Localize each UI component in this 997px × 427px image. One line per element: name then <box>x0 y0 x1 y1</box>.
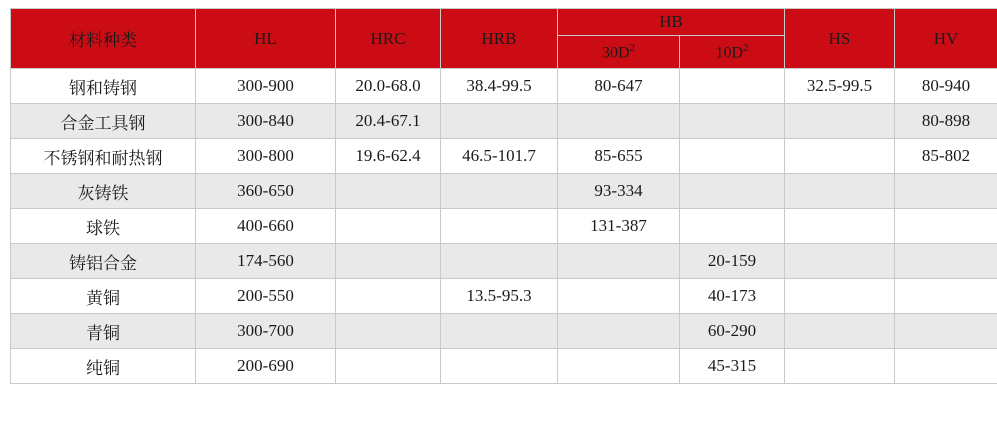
cell-hv: 80-940 <box>895 69 997 104</box>
cell-hrb <box>441 174 558 209</box>
cell-hrb: 38.4-99.5 <box>441 69 558 104</box>
cell-hv: 80-898 <box>895 104 997 139</box>
cell-material: 青铜 <box>11 314 196 349</box>
cell-material: 铸铝合金 <box>11 244 196 279</box>
column-header-hb-30d <box>558 36 680 69</box>
table-row <box>11 174 997 209</box>
cell-hb30 <box>558 104 680 139</box>
cell-material: 灰铸铁 <box>11 174 196 209</box>
cell-hrc <box>336 314 441 349</box>
cell-hb30: 93-334 <box>558 174 680 209</box>
cell-hb10: 20-159 <box>680 244 785 279</box>
cell-material: 球铁 <box>11 209 196 244</box>
table-row <box>11 314 997 349</box>
hb-10d-exponent: 2 <box>743 41 749 54</box>
cell-hrc <box>336 209 441 244</box>
cell-hrb: 46.5-101.7 <box>441 139 558 174</box>
cell-hb30 <box>558 314 680 349</box>
cell-hl: 174-560 <box>196 244 336 279</box>
column-header-material: 材料种类 <box>11 9 196 69</box>
table-body <box>11 69 997 384</box>
cell-hb30: 80-647 <box>558 69 680 104</box>
hardness-conversion-table <box>10 8 997 384</box>
cell-hs <box>785 314 895 349</box>
hb-30d-label: 30D <box>601 44 630 62</box>
cell-hrc <box>336 279 441 314</box>
cell-hrc: 19.6-62.4 <box>336 139 441 174</box>
cell-hb10 <box>680 139 785 174</box>
cell-hl: 200-690 <box>196 349 336 384</box>
table-row <box>11 279 997 314</box>
cell-hb10: 45-315 <box>680 349 785 384</box>
cell-hrb <box>441 244 558 279</box>
hb-10d-label: 10D <box>715 44 744 62</box>
cell-hv <box>895 279 997 314</box>
cell-hv <box>895 314 997 349</box>
cell-hb10 <box>680 104 785 139</box>
cell-hs <box>785 244 895 279</box>
column-header-hv: HV <box>895 9 997 69</box>
table-header <box>11 9 997 69</box>
column-header-hb-group: HB <box>558 9 785 36</box>
column-header-hb-10d <box>680 36 785 69</box>
cell-hl: 400-660 <box>196 209 336 244</box>
hb-30d-exponent: 2 <box>629 41 636 54</box>
cell-material: 纯铜 <box>11 349 196 384</box>
column-header-hs: HS <box>785 9 895 69</box>
cell-hrb: 13.5-95.3 <box>441 279 558 314</box>
column-header-hrb: HRB <box>441 9 558 69</box>
cell-material: 黄铜 <box>11 279 196 314</box>
cell-hrc <box>336 349 441 384</box>
cell-hv <box>895 244 997 279</box>
cell-hrc: 20.0-68.0 <box>336 69 441 104</box>
cell-hb30 <box>558 279 680 314</box>
cell-hl: 360-650 <box>196 174 336 209</box>
cell-hs <box>785 209 895 244</box>
cell-hb30: 85-655 <box>558 139 680 174</box>
cell-hs <box>785 104 895 139</box>
cell-hrc <box>336 174 441 209</box>
cell-hl: 200-550 <box>196 279 336 314</box>
cell-hs <box>785 279 895 314</box>
cell-hv <box>895 349 997 384</box>
cell-hb10 <box>680 209 785 244</box>
cell-hs: 32.5-99.5 <box>785 69 895 104</box>
cell-hl: 300-800 <box>196 139 336 174</box>
cell-hv: 85-802 <box>895 139 997 174</box>
table-row <box>11 244 997 279</box>
cell-hrb <box>441 349 558 384</box>
cell-hl: 300-900 <box>196 69 336 104</box>
cell-hb30 <box>558 244 680 279</box>
cell-hs <box>785 349 895 384</box>
cell-material: 钢和铸钢 <box>11 69 196 104</box>
cell-hb10: 40-173 <box>680 279 785 314</box>
table-row <box>11 139 997 174</box>
cell-hb10 <box>680 69 785 104</box>
column-header-hl: HL <box>196 9 336 69</box>
cell-hb30 <box>558 349 680 384</box>
cell-hrc: 20.4-67.1 <box>336 104 441 139</box>
table-row <box>11 349 997 384</box>
cell-hl: 300-700 <box>196 314 336 349</box>
table-row <box>11 209 997 244</box>
cell-hrb <box>441 104 558 139</box>
cell-material: 合金工具钢 <box>11 104 196 139</box>
cell-hs <box>785 174 895 209</box>
header-row-top <box>11 9 997 36</box>
cell-hb10 <box>680 174 785 209</box>
cell-hb10: 60-290 <box>680 314 785 349</box>
column-header-hrc: HRC <box>336 9 441 69</box>
table-row <box>11 104 997 139</box>
cell-hrb <box>441 209 558 244</box>
cell-material: 不锈钢和耐热钢 <box>11 139 196 174</box>
cell-hv <box>895 174 997 209</box>
cell-hrb <box>441 314 558 349</box>
cell-hb30: 131-387 <box>558 209 680 244</box>
cell-hl: 300-840 <box>196 104 336 139</box>
cell-hs <box>785 139 895 174</box>
table-row <box>11 69 997 104</box>
cell-hv <box>895 209 997 244</box>
cell-hrc <box>336 244 441 279</box>
